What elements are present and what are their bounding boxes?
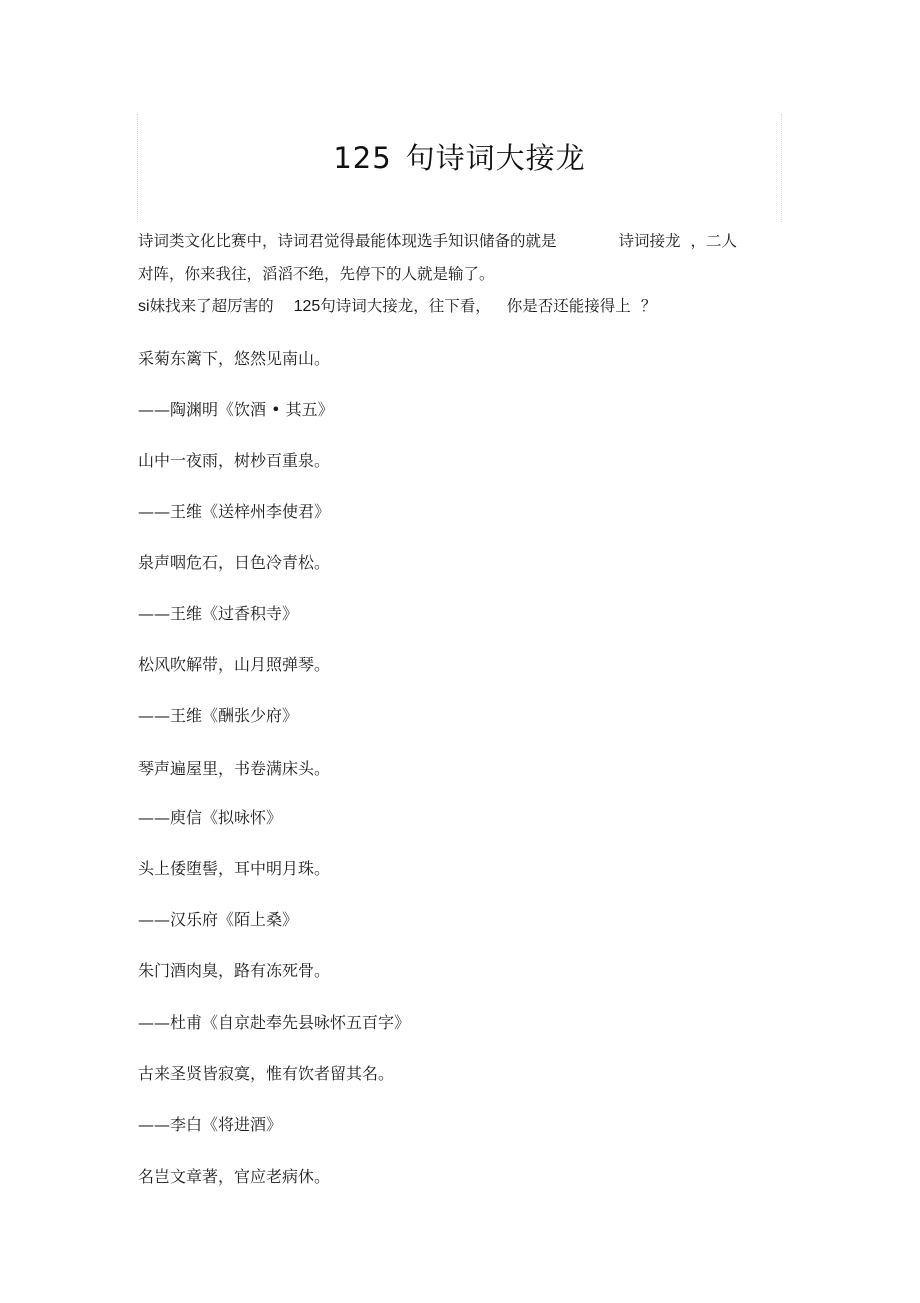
document-title [138, 136, 781, 177]
intro-text: si [138, 298, 150, 315]
poem-line: 山中一夜雨，树杪百重泉。 [138, 451, 331, 470]
poem-source: ——王维《酬张少府》 [138, 706, 299, 725]
intro-text: 句诗词大接龙，往下看， [320, 297, 491, 315]
intro-text: 125 [293, 298, 321, 315]
intro-line-1 [138, 234, 737, 250]
intro-text: 对阵，你来我往，滔滔不绝，先停下的人就是输了。 [138, 265, 495, 283]
intro-text: ，二人 [690, 232, 738, 250]
poem-line: 名岂文章著，官应老病休。 [138, 1167, 331, 1186]
intro-text: 诗词类文化比赛中，诗词君觉得最能体现选手知识储备的就是 [138, 232, 557, 250]
intro-highlight: 诗词接龙 [618, 232, 681, 250]
poem-source: ——王维《过香积寺》 [138, 604, 299, 623]
poem-source: ——庾信《拟咏怀》 [138, 808, 283, 827]
poem-source: ——王维《送梓州李使君》 [138, 502, 331, 521]
poem-line: 古来圣贤皆寂寞，惟有饮者留其名。 [138, 1064, 395, 1083]
intro-text: 你是否还能接得上 [506, 297, 631, 315]
title-box [137, 114, 782, 222]
title-number: 125 [333, 141, 392, 175]
title-text: 句诗词大接龙 [405, 141, 586, 175]
poem-source: ——李白《将进酒》 [138, 1115, 283, 1134]
poem-line: 琴声遍屋里，书卷满床头。 [138, 759, 331, 778]
poem-source: ——汉乐府《陌上桑》 [138, 910, 299, 929]
poem-line: 松风吹解带，山月照弹琴。 [138, 655, 331, 674]
intro-text: ？ [640, 297, 657, 315]
intro-text: 妹找来了超厉害的 [149, 297, 274, 315]
poem-line: 采菊东篱下，悠然见南山。 [138, 349, 331, 368]
poem-source: ——杜甫《自京赴奉先县咏怀五百字》 [138, 1013, 411, 1032]
poem-line: 泉声咽危石，日色冷青松。 [138, 553, 331, 572]
poem-line: 朱门酒肉臭，路有冻死骨。 [138, 961, 331, 980]
intro-line-3 [138, 299, 656, 315]
poem-line: 头上倭堕髻，耳中明月珠。 [138, 859, 331, 878]
poem-source: ——陶渊明《饮酒 • 其五》 [138, 400, 334, 419]
intro-line-2 [138, 267, 495, 283]
